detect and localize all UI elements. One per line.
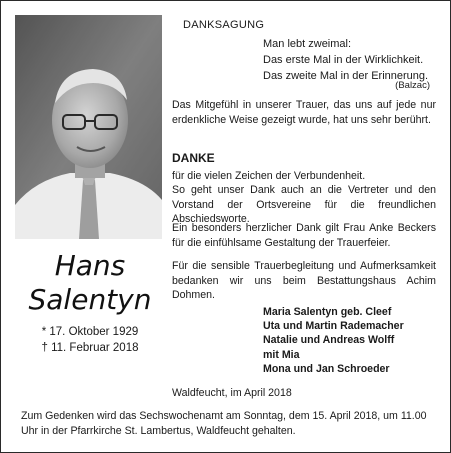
place-date: Waldfeucht, im April 2018 <box>172 387 292 399</box>
danke-heading: DANKE <box>172 151 215 165</box>
thanks-paragraph: So geht unser Dank auch an die Vertreter und den Vorstand der Ortsvereine für die freundlichen Abschiedsworte. <box>172 184 436 225</box>
portrait-photo <box>15 15 162 239</box>
signer: mit Mia <box>263 348 300 361</box>
quote-author: (Balzac) <box>395 80 430 91</box>
quote-line: Das erste Mal in der Wirklichkeit. <box>263 54 424 66</box>
signer: Mona und Jan Schroeder <box>263 362 390 375</box>
birth-date: * 17. Oktober 1929 <box>41 326 139 338</box>
deceased-last-name: Salentyn <box>28 283 152 316</box>
thanks-paragraph: Ein besonders herzlicher Dank gilt Frau Anke Beckers für die einfühlsame Gestaltung der Trauerfeier. <box>172 222 436 249</box>
page-title: DANKSAGUNG <box>183 19 265 31</box>
deceased-first-name: Hans <box>54 249 126 282</box>
signer: Uta und Martin Rademacher <box>263 320 404 333</box>
memorial-notice: Zum Gedenken wird das Sechswochenamt am Sonntag, dem 15. April 2018, um 11.00 Uhr in der Pfarrkirche St. Lambertus, Waldfeucht gehalten. <box>21 410 427 437</box>
intro-text: Das Mitgefühl in unserer Trauer, das uns auf jede nur erdenkliche Weise gezeigt wurde, hat uns sehr berührt. <box>172 99 436 126</box>
thanks-paragraph: Für die sensible Trauerbegleitung und Aufmerksamkeit bedanken wir uns beim Bestattungshaus Achim Dohmen. <box>172 260 436 301</box>
thanks-paragraph: für die vielen Zeichen der Verbundenheit. <box>172 170 366 182</box>
signers-list <box>263 305 404 376</box>
quote-line: Man lebt zweimal: <box>263 38 352 50</box>
quote <box>263 36 428 84</box>
signer: Natalie und Andreas Wolff <box>263 334 395 347</box>
signer: Maria Salentyn geb. Cleef <box>263 306 392 318</box>
death-date: † 11. Februar 2018 <box>41 342 139 354</box>
quote-line: Das zweite Mal in der Erinnerung. <box>263 70 429 82</box>
